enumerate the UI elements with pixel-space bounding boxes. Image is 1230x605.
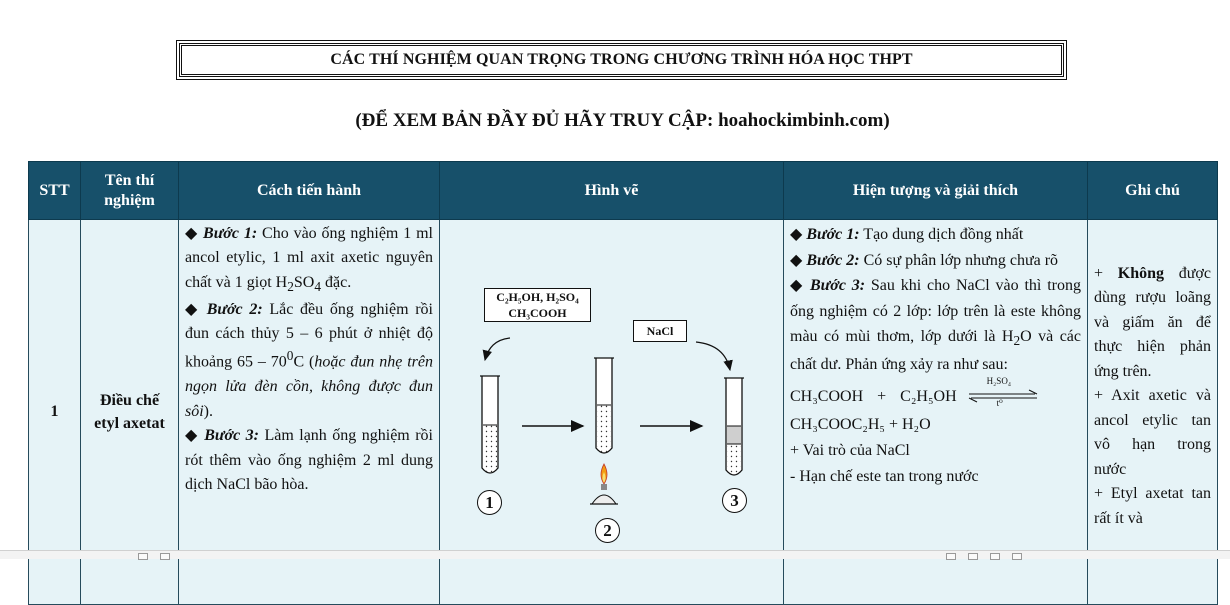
phenomenon-cell xyxy=(784,220,1088,605)
eq-reactant-2: C₂H₅OH xyxy=(900,387,957,405)
header-name: Tên thí nghiệm xyxy=(81,162,179,220)
eq-temperature: t⁰ xyxy=(996,398,1003,409)
experiments-table xyxy=(28,161,1218,605)
page-icon[interactable] xyxy=(138,553,148,560)
note-2: + Axit axetic và ancol etylic tan vô hạn trong nước xyxy=(1094,387,1211,478)
phenomenon-step-1: ◆ Bước 1: Tạo dung dịch đồng nhất xyxy=(790,226,1024,243)
nacl-label: NaCl xyxy=(633,320,687,342)
row-experiment-name: Điều chế etyl axetat xyxy=(81,220,179,605)
phenomenon-step-3: ◆ Bước 3: Sau khi cho NaCl vào thì trong ống nghiệm có 2 lớp: lớp trên là este không màu có mùi thơm, lớp dưới là $H_2O$ và các chất dư. Phản ứng xảy ra như sau: xyxy=(790,277,1081,373)
header-drawing: Hình vẽ xyxy=(440,162,784,220)
table-row xyxy=(29,220,1218,605)
document-title-box xyxy=(179,43,1064,77)
header-stt: STT xyxy=(29,162,81,220)
document-subtitle: (ĐỂ XEM BẢN ĐẦY ĐỦ HÃY TRUY CẬP: hoahockimbinh.com) xyxy=(355,110,890,131)
document-title: CÁC THÍ NGHIỆM QUAN TRỌNG TRONG CHƯƠNG TRÌNH HÓA HỌC THPT xyxy=(330,51,913,68)
step-number-1: 1 xyxy=(477,490,502,515)
drawing-cell xyxy=(440,220,784,605)
view-icon[interactable] xyxy=(990,553,1000,560)
step-number-3: 3 xyxy=(722,488,747,513)
header-phenomenon: Hiện tượng và giải thích xyxy=(784,162,1088,220)
note-3: + Etyl axetat tan rất ít và xyxy=(1094,485,1211,527)
notes-cell xyxy=(1088,220,1218,605)
view-icon[interactable] xyxy=(968,553,978,560)
eq-products: CH₃COOC₂H₅ + H₂O xyxy=(790,416,931,434)
alcohol-lamp xyxy=(590,464,618,504)
phenomenon-step-2: ◆ Bước 2: Có sự phân lớp nhưng chưa rõ xyxy=(790,251,1059,269)
procedure-step-3: ◆ Bước 3: Làm lạnh ống nghiệm rồi rót thêm vào ống nghiệm 2 ml dung dịch NaCl bão hòa. xyxy=(185,427,433,494)
experiment-diagram xyxy=(440,220,783,604)
row-stt: 1 xyxy=(29,220,81,605)
procedure-step-1: ◆ Bước 1: Cho vào ống nghiệm 1 ml ancol etylic, 1 ml axit axetic nguyên chất và 1 giọt $H_2SO_4$ đặc. xyxy=(185,225,433,295)
procedure-cell xyxy=(179,220,440,605)
note-1: + Không được dùng rượu loãng và giấm ăn để thực hiện phản ứng trên. xyxy=(1094,265,1211,380)
test-tube-1 xyxy=(480,376,500,473)
header-notes: Ghi chú xyxy=(1088,162,1218,220)
test-tube-3 xyxy=(724,378,744,475)
pour-arrow-3 xyxy=(696,342,730,370)
eq-reactant-1: CH₃COOH xyxy=(790,387,864,405)
step-number-2: 2 xyxy=(595,518,620,543)
nacl-reason: - Hạn chế este tan trong nước xyxy=(790,467,979,485)
nacl-role: + Vai trò của NaCl xyxy=(790,442,910,460)
eq-catalyst: H₂SO₄ xyxy=(986,376,1011,387)
page-icon[interactable] xyxy=(160,553,170,560)
test-tube-2 xyxy=(594,358,614,453)
eq-plus: + xyxy=(877,387,887,405)
equilibrium-arrow xyxy=(965,376,1041,410)
header-procedure: Cách tiến hành xyxy=(179,162,440,220)
view-icon[interactable] xyxy=(946,553,956,560)
view-icon[interactable] xyxy=(1012,553,1022,560)
pour-arrow-1 xyxy=(485,338,510,360)
reaction-equation xyxy=(790,376,1081,410)
procedure-step-2: ◆ Bước 2: Lắc đều ống nghiệm rồi đun cách thủy 5 – 6 phút ở nhiệt độ khoảng $65 - 70^0C$ (hoặc đun nhẹ trên ngọn lửa đèn cồn, không được đun sôi). xyxy=(185,300,433,420)
table-header-row xyxy=(29,162,1218,220)
reagent-label: C₂H₅OH, H₂SO₄ CH₃COOH xyxy=(484,288,591,322)
